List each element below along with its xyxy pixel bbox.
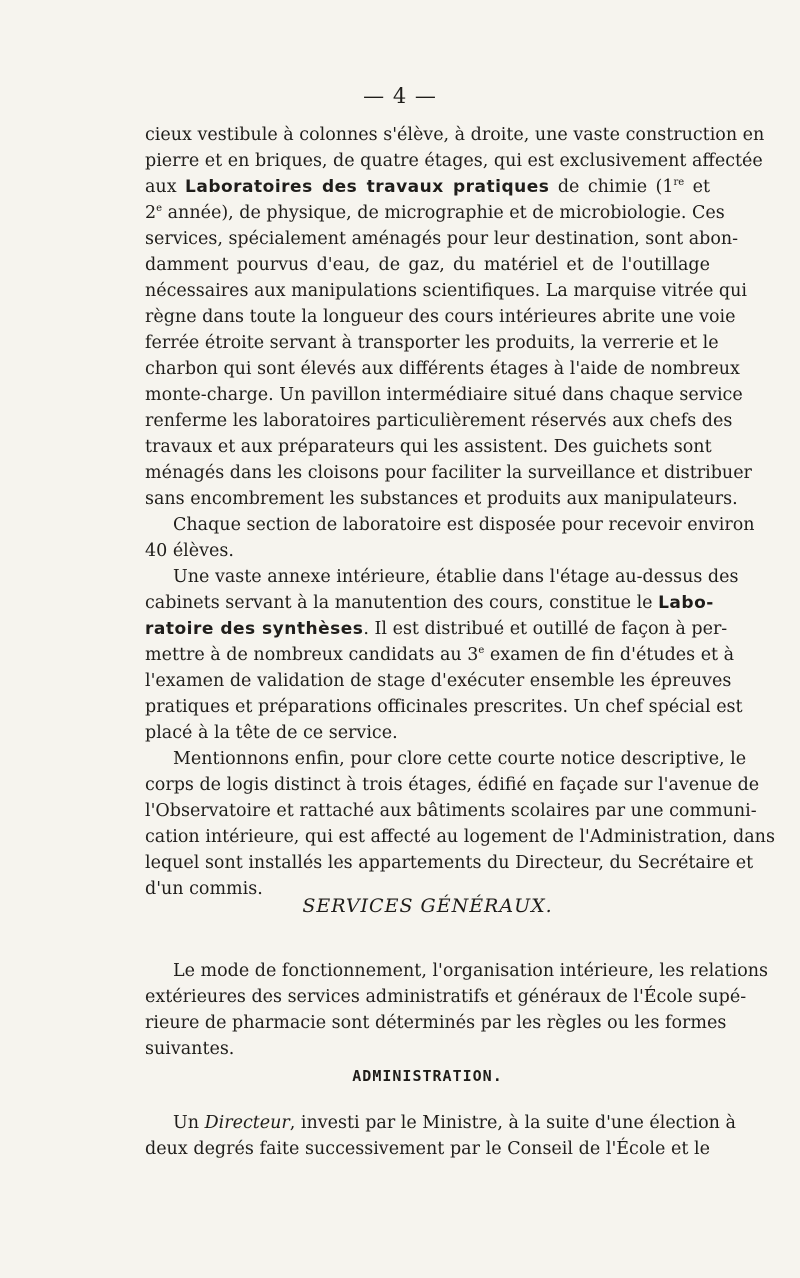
page-number: — 4 —	[363, 84, 437, 108]
text-line: renferme les laboratoires particulièrement réservés aux chefs des	[145, 411, 733, 431]
text-line: pratiques et préparations officinales prescrites. Un chef spécial est	[145, 697, 743, 717]
text-line: cation intérieure, qui est affecté au logement de l'Administration, dans	[145, 827, 775, 847]
text-line: ménagés dans les cloisons pour faciliter la surveillance et distribuer	[145, 463, 752, 483]
text-line: damment pourvus d'eau, de gaz, du matériel et de l'outillage	[145, 255, 710, 275]
section-heading-services-generaux: SERVICES GÉNÉRAUX.	[302, 895, 553, 917]
text-line: aux Laboratoires des travaux pratiques de chimie (1re et	[145, 177, 711, 197]
text-line: 2e année), de physique, de micrographie et de microbiologie. Ces	[145, 203, 725, 223]
section-heading-administration: ADMINISTRATION.	[352, 1067, 503, 1085]
text-line: suivantes.	[145, 1039, 235, 1059]
text-line: Mentionnons enfin, pour clore cette courte notice descriptive, le	[173, 749, 747, 769]
text-line: nécessaires aux manipulations scientifiques. La marquise vitrée qui	[145, 281, 748, 301]
text-line: Un Directeur, investi par le Ministre, à la suite d'une élection à	[173, 1113, 736, 1133]
bold-term-syntheses: ratoire des synthèses	[145, 619, 364, 639]
text-line: mettre à de nombreux candidats au 3e examen de fin d'études et à	[145, 645, 735, 665]
text-line: Le mode de fonctionnement, l'organisation intérieure, les relations	[173, 961, 769, 981]
text-line: 40 élèves.	[145, 541, 234, 561]
text-line: Chaque section de laboratoire est disposée pour recevoir environ	[173, 515, 755, 535]
text-line: corps de logis distinct à trois étages, édifié en façade sur l'avenue de	[145, 775, 760, 795]
text-line: rieure de pharmacie sont déterminés par les règles ou les formes	[145, 1013, 727, 1033]
text-line: monte-charge. Un pavillon intermédiaire situé dans chaque service	[145, 385, 743, 405]
text-line: règne dans toute la longueur des cours intérieures abrite une voie	[145, 307, 736, 327]
text-line: deux degrés faite successivement par le Conseil de l'École et le	[145, 1139, 710, 1159]
text-line: cabinets servant à la manutention des cours, constitue le Labo-	[145, 593, 714, 613]
text-line: services, spécialement aménagés pour leur destination, sont abon-	[145, 229, 739, 249]
text-line: pierre et en briques, de quatre étages, qui est exclusivement affectée	[145, 151, 763, 171]
text-line: lequel sont installés les appartements du Directeur, du Secrétaire et	[145, 853, 754, 873]
text-line: placé à la tête de ce service.	[145, 723, 398, 743]
text-line: extérieures des services administratifs et généraux de l'École supé-	[145, 987, 747, 1007]
body-text-upper	[145, 122, 775, 902]
text-line: cieux vestibule à colonnes s'élève, à droite, une vaste construction en	[145, 125, 765, 145]
bold-term-laboratoires: Laboratoires des travaux pratiques	[185, 177, 550, 197]
body-text-services	[145, 958, 769, 1062]
text-line: Une vaste annexe intérieure, établie dans l'étage au-dessus des	[173, 567, 739, 587]
text-line: l'examen de validation de stage d'exécuter ensemble les épreuves	[145, 671, 732, 691]
text-line: sans encombrement les substances et produits aux manipulateurs.	[145, 489, 738, 509]
text-line: charbon qui sont élevés aux différents étages à l'aide de nombreux	[145, 359, 740, 379]
text-line: l'Observatoire et rattaché aux bâtiments scolaires par une communi-	[145, 801, 757, 821]
text-line: d'un commis.	[145, 879, 263, 899]
text-line: ratoire des synthèses. Il est distribué et outillé de façon à per-	[145, 619, 728, 639]
body-text-administration	[145, 1110, 736, 1162]
text-line: ferrée étroite servant à transporter les produits, la verrerie et le	[145, 333, 719, 353]
text-line: travaux et aux préparateurs qui les assistent. Des guichets sont	[145, 437, 712, 457]
italic-term-directeur: Directeur	[204, 1113, 290, 1133]
bold-term-labo: Labo-	[658, 593, 714, 613]
